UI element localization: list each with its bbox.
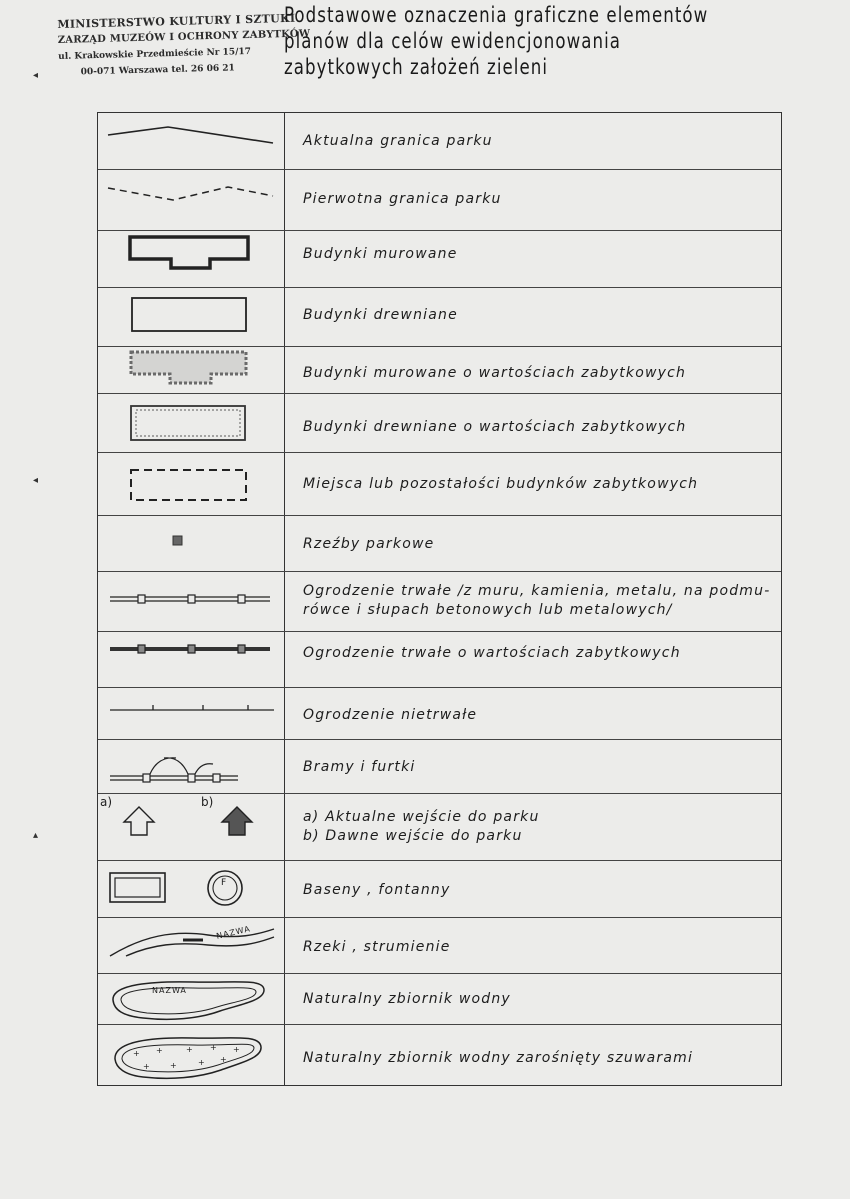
- legend-row-temporary-fence: [98, 687, 781, 740]
- stamp-line-phone: 00-071 Warszawa tel. 26 06 21: [80, 63, 235, 78]
- legend-text: Ogrodzenie trwałe /z muru, kamienia, metalu, na podmu- rówce i słupach betonowych lub metalowych/: [303, 583, 771, 618]
- svg-text:+: +: [133, 1049, 140, 1058]
- gates-symbol: [98, 740, 285, 794]
- svg-text:+: +: [156, 1046, 163, 1055]
- legend-row-permanent-fence: [98, 571, 781, 632]
- title-line-1: Podstawowe oznaczenia graficzne elementów: [284, 3, 709, 27]
- legend-row-historic-wooden-buildings: [98, 393, 781, 453]
- park-sculptures-symbol: [98, 516, 285, 572]
- water-body-map-label: NAZWA: [152, 986, 187, 995]
- historic-wooden-buildings-symbol: [98, 394, 285, 453]
- current-entrance-arrow-icon: [124, 807, 154, 835]
- institution-stamp: [57, 11, 311, 81]
- legend-row-original-park-border: [98, 169, 781, 231]
- legend-text: Bramy i furtki: [303, 759, 416, 775]
- legend-text: Miejsca lub pozostałości budynków zabytkowych: [303, 476, 699, 492]
- wooden-buildings-symbol: [98, 288, 285, 347]
- svg-text:+: +: [198, 1058, 205, 1067]
- margin-mark: ◂: [33, 475, 39, 486]
- overgrown-water-body-symbol: [98, 1025, 285, 1086]
- stamp-line-address: ul. Krakowskie Przedmieście Nr 15/17: [58, 46, 252, 63]
- title-line-3: zabytkowych założeń zieleni: [284, 55, 549, 79]
- legend-text: Naturalny zbiornik wodny: [303, 991, 511, 1007]
- legend-row-overgrown-water-body: [98, 1024, 781, 1086]
- legend-row-brick-buildings: [98, 230, 781, 288]
- svg-text:+: +: [220, 1055, 227, 1064]
- margin-mark: ▴: [33, 830, 39, 841]
- legend-text: Budynki drewniane o wartościach zabytkowych: [303, 419, 687, 435]
- legend-row-gates: [98, 739, 781, 794]
- svg-text:+: +: [210, 1043, 217, 1052]
- margin-mark: ◂: [33, 70, 39, 81]
- legend-row-natural-water-body: [98, 973, 781, 1025]
- legend-row-park-sculptures: [98, 515, 781, 572]
- park-entrances-symbol: [98, 794, 285, 861]
- legend-text: Aktualna granica parku: [303, 133, 493, 149]
- legend-table: [97, 112, 782, 1086]
- svg-text:+: +: [143, 1062, 150, 1071]
- legend-text: Rzeźby parkowe: [303, 536, 435, 552]
- legend-row-pools-fountains: [98, 860, 781, 918]
- legend-text: Budynki murowane o wartościach zabytkowych: [303, 365, 687, 381]
- legend-row-park-entrances: [98, 793, 781, 861]
- legend-text: Baseny , fontanny: [303, 882, 451, 898]
- natural-water-body-symbol: [98, 974, 285, 1025]
- legend-row-wooden-buildings: [98, 287, 781, 347]
- svg-text:+: +: [170, 1061, 177, 1070]
- entrance-label-a: a): [100, 795, 113, 809]
- legend-text: Ogrodzenie nietrwałe: [303, 707, 478, 723]
- legend-row-historic-brick-buildings: [98, 346, 781, 394]
- document-title: [284, 2, 709, 80]
- rivers-streams-symbol: [98, 918, 285, 974]
- historic-building-remains-symbol: [98, 453, 285, 516]
- legend-row-historic-building-remains: [98, 452, 781, 516]
- brick-buildings-symbol: [98, 231, 285, 288]
- legend-row-current-park-border: [98, 113, 781, 169]
- legend-row-rivers-streams: [98, 917, 781, 974]
- river-map-label: NAZWA: [215, 924, 252, 941]
- legend-text: Budynki murowane: [303, 246, 458, 262]
- current-park-border-symbol: [98, 113, 285, 169]
- legend-text: Pierwotna granica parku: [303, 191, 502, 207]
- pool-icon: [110, 873, 165, 902]
- svg-text:+: +: [186, 1045, 193, 1054]
- legend-text: Ogrodzenie trwałe o wartościach zabytkowych: [303, 645, 681, 661]
- permanent-fence-symbol: [98, 572, 285, 632]
- legend-text: Rzeki , strumienie: [303, 939, 451, 955]
- former-entrance-arrow-icon: [222, 807, 252, 835]
- temporary-fence-symbol: [98, 688, 285, 740]
- stamp-line-ministry: MINISTERSTWO KULTURY I SZTUKI: [57, 11, 296, 32]
- entrance-label-b: b): [201, 795, 214, 809]
- legend-text: Budynki drewniane: [303, 307, 458, 323]
- legend-row-historic-permanent-fence: [98, 631, 781, 688]
- historic-brick-buildings-symbol: [98, 347, 285, 394]
- legend-text: Naturalny zbiornik wodny zarośnięty szuwarami: [303, 1050, 694, 1066]
- legend-text: a) Aktualne wejście do parku b) Dawne wejście do parku: [303, 809, 540, 844]
- fountain-glyph: F: [221, 878, 227, 888]
- pools-fountains-symbol: [98, 861, 285, 918]
- stamp-line-board: ZARZĄD MUZEÓW I OCHRONY ZABYTKÓW: [57, 28, 311, 47]
- svg-text:+: +: [233, 1045, 240, 1054]
- original-park-border-symbol: [98, 170, 285, 231]
- historic-permanent-fence-symbol: [98, 632, 285, 688]
- title-line-2: planów dla celów ewidencjonowania: [284, 29, 622, 53]
